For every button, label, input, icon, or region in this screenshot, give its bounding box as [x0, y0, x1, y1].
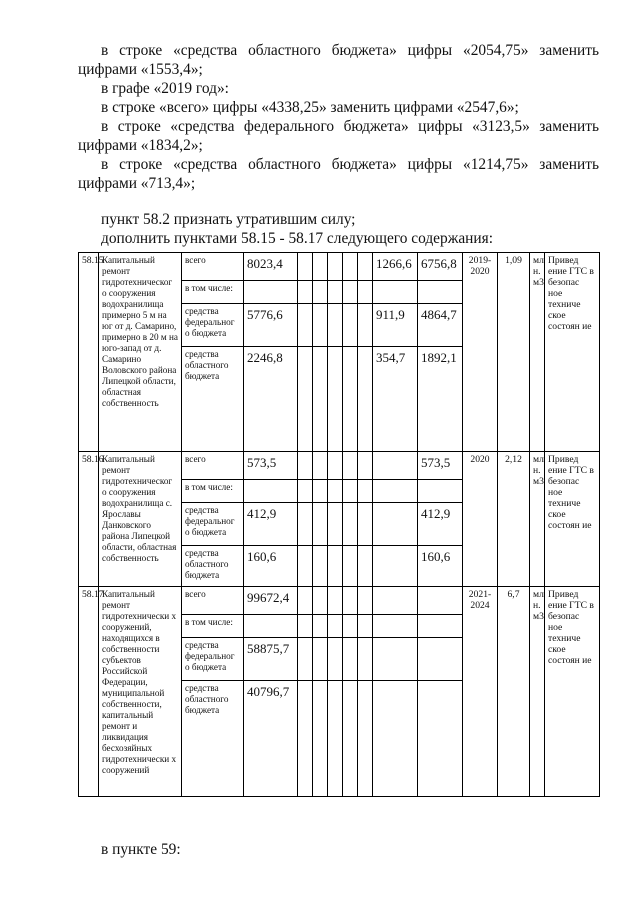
empty-year-cell	[298, 546, 313, 587]
empty-year-cell	[313, 615, 328, 638]
year-2019-cell	[373, 638, 418, 681]
empty-year-cell	[328, 546, 343, 587]
entry-number: 58.17	[79, 587, 99, 797]
total-cost-cell: 5776,6	[244, 304, 298, 347]
total-cost-cell: 2246,8	[244, 347, 298, 452]
empty-year-cell	[358, 253, 373, 281]
year-2019-cell: 911,9	[373, 304, 418, 347]
empty-year-cell	[313, 452, 328, 480]
table-row	[79, 452, 600, 480]
year-2020-cell: 6756,8	[418, 253, 463, 281]
year-2020-cell: 1892,1	[418, 347, 463, 452]
year-2019-cell	[373, 480, 418, 503]
empty-year-cell	[358, 587, 373, 615]
empty-year-cell	[298, 503, 313, 546]
funding-source-label: средства федеральног о бюджета	[182, 304, 244, 347]
capacity-value: 1,09	[498, 253, 530, 452]
empty-year-cell	[343, 452, 358, 480]
para-2: в графе «2019 год»:	[101, 80, 229, 97]
empty-year-cell	[298, 638, 313, 681]
empty-year-cell	[298, 452, 313, 480]
year-2020-cell: 573,5	[418, 452, 463, 480]
funding-source-label: средства областного бюджета	[182, 681, 244, 797]
entry-name: Капитальный ремонт гидротехнически х сооружений, находящихся в собственности субъектов Российской Федерации, муниципальной собственности, капитальный ремонт и ликвидация бесхозяйных гидротехнически х сооружений	[99, 587, 182, 797]
year-2020-cell: 412,9	[418, 503, 463, 546]
entry-number: 58.16	[79, 452, 99, 587]
footer-text: в пункте 59:	[101, 841, 181, 858]
empty-year-cell	[328, 503, 343, 546]
year-2020-cell	[418, 615, 463, 638]
capacity-unit: мл н. м3	[530, 253, 545, 452]
empty-year-cell	[298, 281, 313, 304]
empty-year-cell	[313, 638, 328, 681]
year-2020-cell	[418, 281, 463, 304]
empty-year-cell	[358, 615, 373, 638]
para-1-line-2: цифрами «1553,4»;	[78, 61, 203, 78]
empty-year-cell	[313, 546, 328, 587]
empty-year-cell	[313, 503, 328, 546]
entry-name: Капитальный ремонт гидротехническог о сооружения водохранилища с. Ярославы Данковского района Липецкой области, областная собственность	[99, 452, 182, 587]
year-2019-cell	[373, 587, 418, 615]
expected-result: Привед ение ГТС в безопас ное техниче ское состоян ие	[545, 452, 600, 587]
empty-year-cell	[343, 615, 358, 638]
total-cost-cell: 99672,4	[244, 587, 298, 615]
entry-number: 58.15	[79, 253, 99, 452]
funding-source-label: в том числе:	[182, 480, 244, 503]
year-2019-cell	[373, 546, 418, 587]
empty-year-cell	[313, 347, 328, 452]
total-cost-cell: 573,5	[244, 452, 298, 480]
empty-year-cell	[328, 452, 343, 480]
implementation-period: 2020	[463, 452, 498, 587]
total-cost-cell: 58875,7	[244, 638, 298, 681]
empty-year-cell	[313, 587, 328, 615]
para-4-line-2: цифрами «1834,2»;	[78, 137, 203, 154]
empty-year-cell	[358, 480, 373, 503]
para-5-line-1: в строке «средства областного бюджета» цифры «1214,75» заменить	[101, 156, 599, 173]
empty-year-cell	[343, 681, 358, 797]
capacity-value: 6,7	[498, 587, 530, 797]
para-3: в строке «всего» цифры «4338,25» заменить цифрами «2547,6»;	[101, 99, 519, 116]
empty-year-cell	[358, 281, 373, 304]
year-2019-cell	[373, 681, 418, 797]
table-row	[79, 587, 600, 615]
empty-year-cell	[343, 304, 358, 347]
empty-year-cell	[298, 253, 313, 281]
total-cost-cell: 160,6	[244, 546, 298, 587]
funding-source-label: всего	[182, 253, 244, 281]
empty-year-cell	[358, 347, 373, 452]
entry-name: Капитальный ремонт гидротехническог о сооружения водохранилища примерно 5 м на юг от д. Самарино, примерно в 20 м на юго-запад от д. Самарино Воловского района Липецкой области, областная собственность	[99, 253, 182, 452]
empty-year-cell	[298, 615, 313, 638]
empty-year-cell	[313, 480, 328, 503]
total-cost-cell: 8023,4	[244, 253, 298, 281]
empty-year-cell	[358, 304, 373, 347]
year-2019-cell: 354,7	[373, 347, 418, 452]
para-5-line-2: цифрами «713,4»;	[78, 175, 196, 192]
total-cost-cell	[244, 281, 298, 304]
empty-year-cell	[313, 681, 328, 797]
funding-source-label: средства федеральног о бюджета	[182, 503, 244, 546]
funding-source-label: всего	[182, 587, 244, 615]
empty-year-cell	[358, 681, 373, 797]
expected-result: Привед ение ГТС в безопас ное техниче ское состоян ие	[545, 253, 600, 452]
empty-year-cell	[358, 546, 373, 587]
empty-year-cell	[343, 281, 358, 304]
empty-year-cell	[328, 587, 343, 615]
funding-source-label: в том числе:	[182, 615, 244, 638]
year-2020-cell	[418, 681, 463, 797]
empty-year-cell	[343, 587, 358, 615]
year-2020-cell: 4864,7	[418, 304, 463, 347]
total-cost-cell	[244, 480, 298, 503]
total-cost-cell: 412,9	[244, 503, 298, 546]
empty-year-cell	[313, 281, 328, 304]
total-cost-cell	[244, 615, 298, 638]
empty-year-cell	[328, 480, 343, 503]
para-4-line-1: в строке «средства федерального бюджета» цифры «3123,5» заменить	[101, 118, 599, 135]
empty-year-cell	[328, 347, 343, 452]
empty-year-cell	[298, 480, 313, 503]
funding-source-label: средства областного бюджета	[182, 347, 244, 452]
program-table	[78, 252, 600, 797]
year-2019-cell	[373, 452, 418, 480]
empty-year-cell	[343, 546, 358, 587]
empty-year-cell	[328, 681, 343, 797]
empty-year-cell	[358, 638, 373, 681]
para-6: пункт 58.2 признать утратившим силу;	[101, 211, 356, 228]
empty-year-cell	[328, 281, 343, 304]
funding-source-label: средства областного бюджета	[182, 546, 244, 587]
empty-year-cell	[343, 347, 358, 452]
capacity-unit: мл н. м3	[530, 452, 545, 587]
expected-result: Привед ение ГТС в безопас ное техниче ское состоян ие	[545, 587, 600, 797]
implementation-period: 2019-2020	[463, 253, 498, 452]
year-2020-cell	[418, 480, 463, 503]
empty-year-cell	[298, 681, 313, 797]
empty-year-cell	[343, 253, 358, 281]
empty-year-cell	[328, 304, 343, 347]
year-2019-cell: 1266,6	[373, 253, 418, 281]
empty-year-cell	[343, 638, 358, 681]
empty-year-cell	[328, 253, 343, 281]
year-2019-cell	[373, 615, 418, 638]
empty-year-cell	[358, 503, 373, 546]
empty-year-cell	[328, 615, 343, 638]
funding-source-label: в том числе:	[182, 281, 244, 304]
funding-source-label: всего	[182, 452, 244, 480]
capacity-unit: мл н. м3	[530, 587, 545, 797]
capacity-value: 2,12	[498, 452, 530, 587]
empty-year-cell	[298, 587, 313, 615]
year-2020-cell: 160,6	[418, 546, 463, 587]
year-2019-cell	[373, 281, 418, 304]
year-2019-cell	[373, 503, 418, 546]
empty-year-cell	[343, 503, 358, 546]
empty-year-cell	[343, 480, 358, 503]
empty-year-cell	[298, 304, 313, 347]
para-1-line-1: в строке «средства областного бюджета» цифры «2054,75» заменить	[101, 42, 599, 59]
implementation-period: 2021-2024	[463, 587, 498, 797]
table-row	[79, 253, 600, 281]
total-cost-cell: 40796,7	[244, 681, 298, 797]
empty-year-cell	[313, 253, 328, 281]
empty-year-cell	[328, 638, 343, 681]
para-7: дополнить пунктами 58.15 - 58.17 следующего содержания:	[101, 230, 493, 247]
funding-source-label: средства федеральног о бюджета	[182, 638, 244, 681]
year-2020-cell	[418, 638, 463, 681]
year-2020-cell	[418, 587, 463, 615]
empty-year-cell	[358, 452, 373, 480]
empty-year-cell	[313, 304, 328, 347]
empty-year-cell	[298, 347, 313, 452]
